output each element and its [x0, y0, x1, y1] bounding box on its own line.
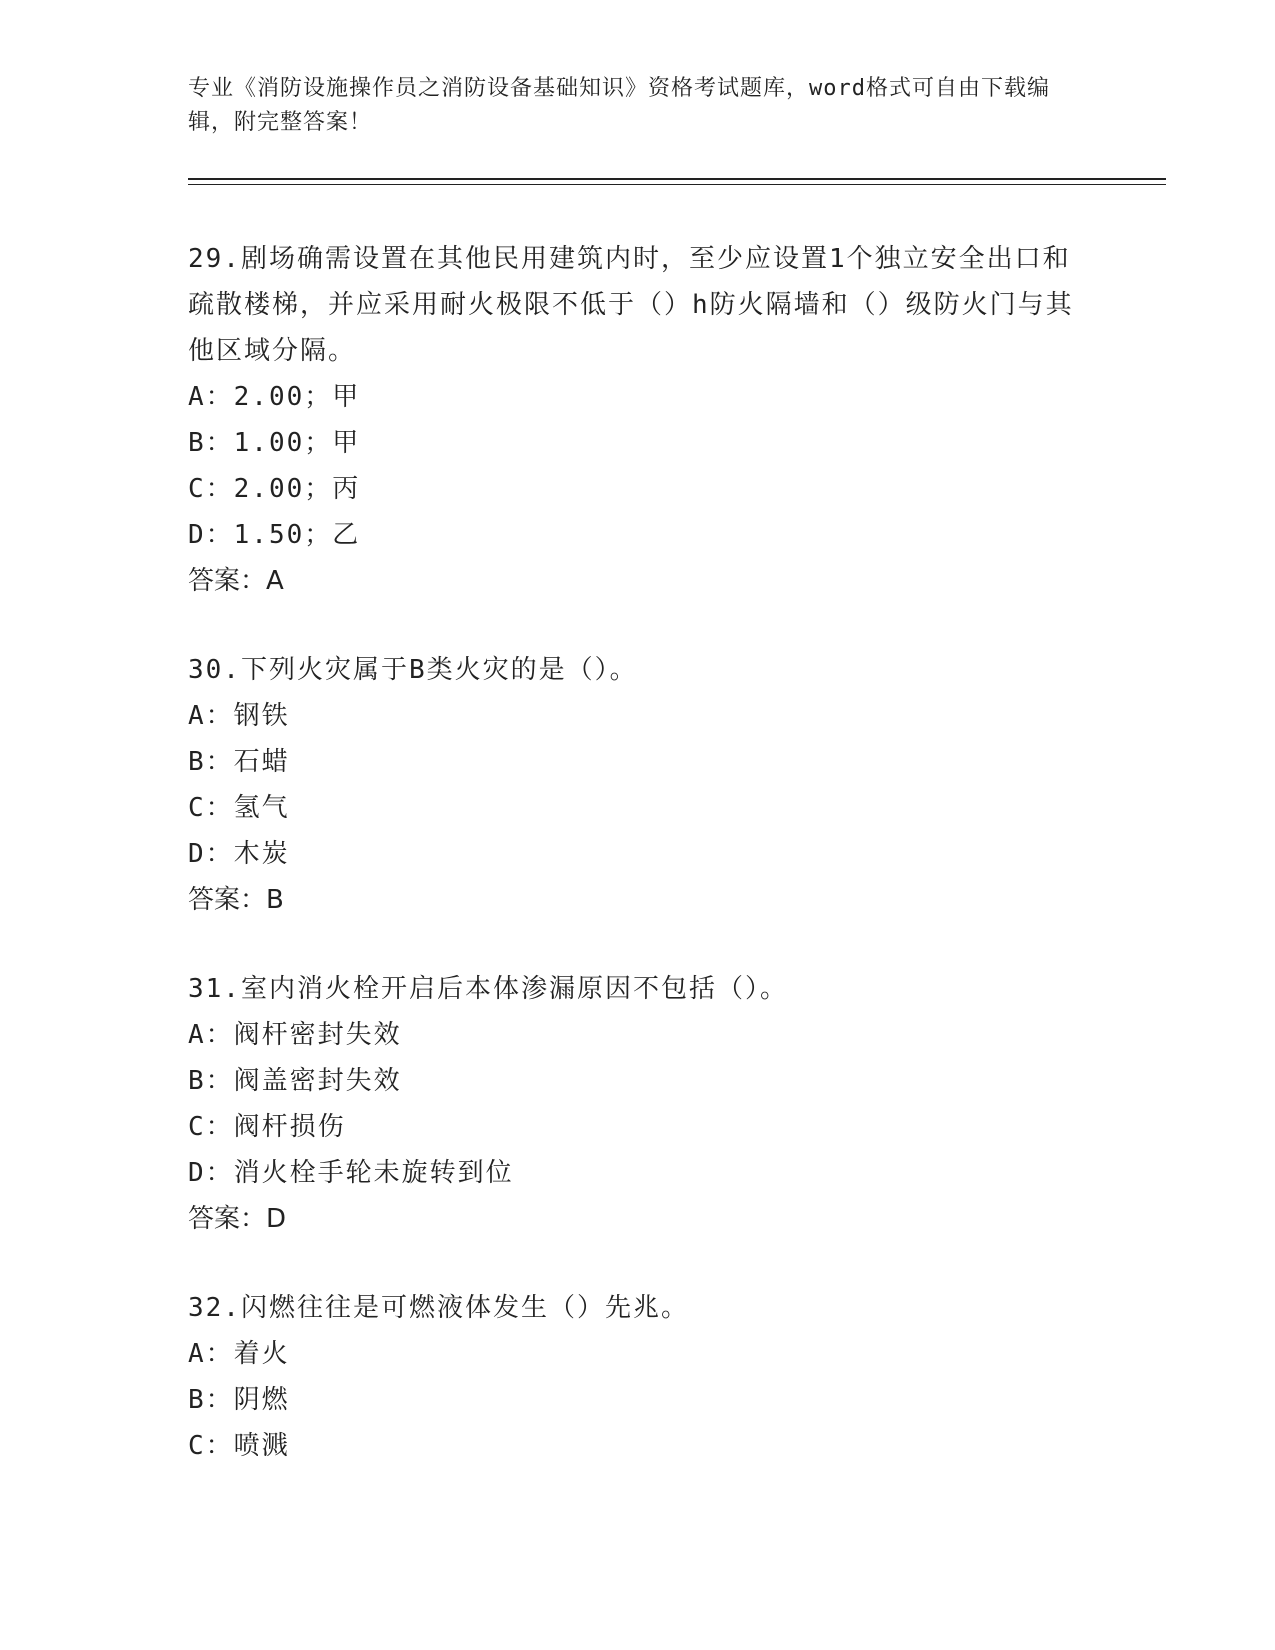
- header-divider-thick: [188, 178, 1166, 180]
- option-c: C：2.00；丙: [188, 474, 361, 504]
- option-a: A：钢铁: [188, 701, 290, 731]
- header-divider-thin: [188, 184, 1166, 185]
- question-30: [188, 647, 1088, 923]
- option-b: B：1.00；甲: [188, 428, 361, 458]
- question-29: [188, 236, 1088, 604]
- question-stem: 31.室内消火栓开启后本体渗漏原因不包括（）。: [188, 974, 788, 1004]
- question-31: [188, 966, 1088, 1242]
- option-b: B：石蜡: [188, 747, 290, 777]
- option-a: A：2.00；甲: [188, 382, 361, 412]
- option-b: B：阀盖密封失效: [188, 1066, 402, 1096]
- option-c: C：喷溅: [188, 1431, 290, 1461]
- question-32: [188, 1285, 1088, 1469]
- question-list: [188, 236, 1088, 1512]
- answer: 答案：A: [188, 566, 284, 596]
- option-c: C：氢气: [188, 793, 290, 823]
- option-b: B：阴燃: [188, 1385, 290, 1415]
- answer: 答案：D: [188, 1204, 287, 1234]
- option-d: D：消火栓手轮未旋转到位: [188, 1158, 514, 1188]
- document-header: 专业《消防设施操作员之消防设备基础知识》资格考试题库，word格式可自由下载编辑，附完整答案！: [188, 76, 1050, 135]
- question-stem: 30.下列火灾属于B类火灾的是（）。: [188, 655, 638, 685]
- option-d: D：木炭: [188, 839, 290, 869]
- answer: 答案：B: [188, 885, 284, 915]
- question-stem: 29.剧场确需设置在其他民用建筑内时，至少应设置1个独立安全出口和疏散楼梯，并应采用耐火极限不低于（）h防火隔墙和（）级防火门与其他区域分隔。: [188, 244, 1074, 366]
- option-a: A：阀杆密封失效: [188, 1020, 402, 1050]
- option-d: D：1.50；乙: [188, 520, 361, 550]
- option-c: C：阀杆损伤: [188, 1112, 346, 1142]
- question-stem: 32.闪燃往往是可燃液体发生（）先兆。: [188, 1293, 689, 1323]
- option-a: A：着火: [188, 1339, 290, 1369]
